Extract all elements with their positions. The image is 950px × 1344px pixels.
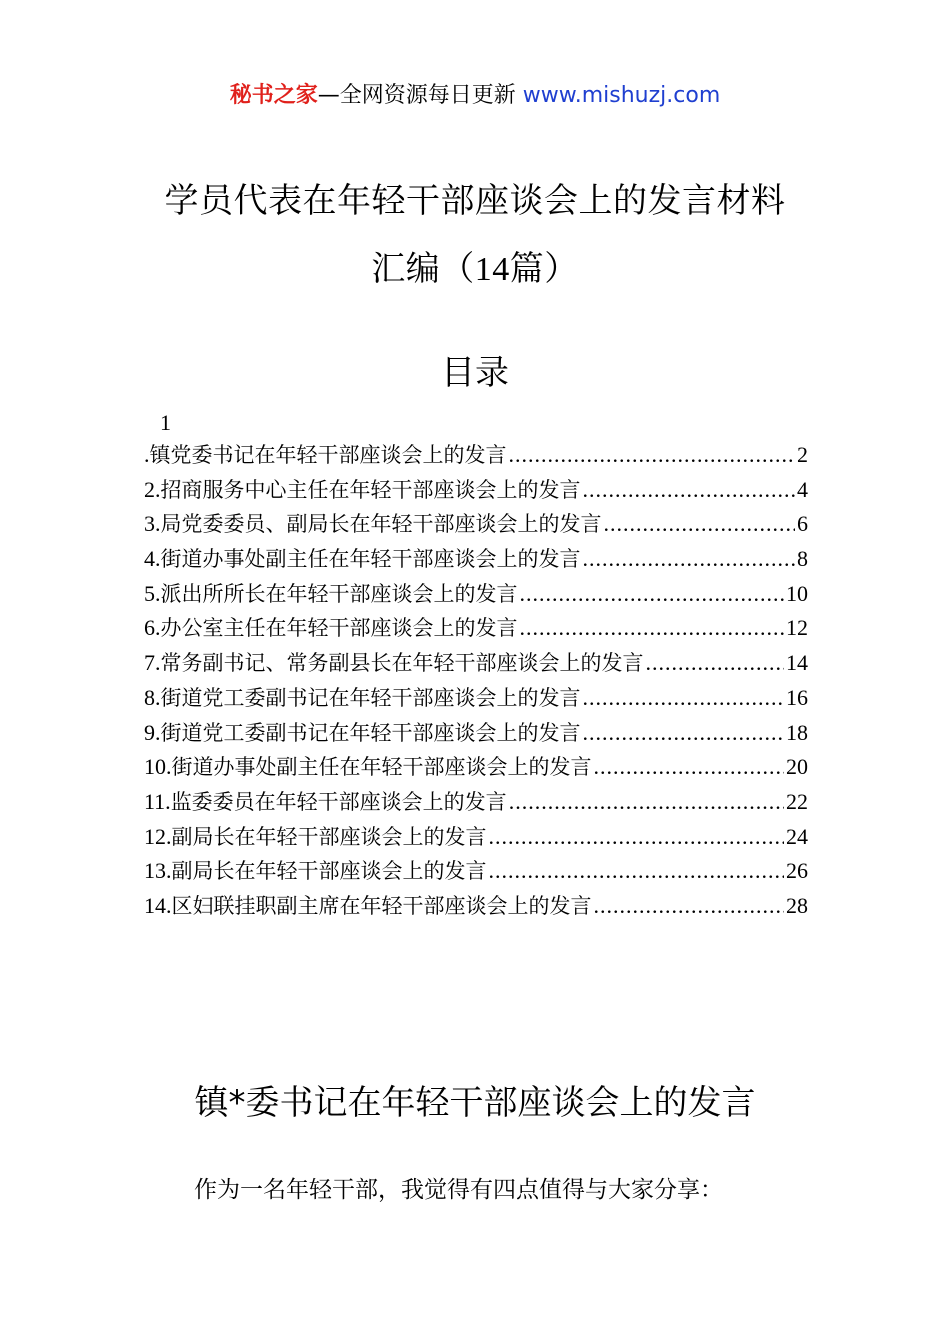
toc-entry-text: 街道党工委副书记在年轻干部座谈会上的发言 (160, 685, 581, 710)
toc-first-number: 1 (160, 410, 171, 435)
toc-entry[interactable] (144, 716, 808, 751)
toc-entry-text: 副局长在年轻干部座谈会上的发言 (171, 859, 487, 884)
toc-leader-dots (583, 542, 796, 577)
toc-leader-dots (509, 438, 796, 473)
toc-entry-number: 9. (144, 719, 161, 745)
toc-entry-label (144, 854, 487, 889)
toc-entry-page: 26 (786, 858, 808, 884)
toc-entry-page: 20 (786, 754, 808, 780)
toc-entry-text: 局党委委员、副局长在年轻干部座谈会上的发言 (160, 512, 602, 537)
toc-entry[interactable] (144, 438, 808, 473)
toc-entry-page: 18 (786, 719, 808, 745)
toc-entry-label (144, 473, 581, 508)
toc-entry-label (144, 438, 507, 473)
toc-entry-page: 16 (786, 684, 808, 710)
toc-entry-number: 10. (144, 754, 172, 780)
toc-entry-page: 28 (786, 892, 808, 918)
toc-entry[interactable] (144, 681, 808, 716)
toc-entry-label (144, 507, 602, 542)
toc-leader-dots (583, 473, 796, 508)
document-title-line-1: 学员代表在年轻干部座谈会上的发言材料 (164, 181, 786, 221)
title-count: 14 (474, 251, 510, 288)
toc-entry-page: 10 (786, 580, 808, 606)
toc-entry-number: 12. (144, 823, 172, 849)
toc-entry-text: 办公室主任在年轻干部座谈会上的发言 (160, 616, 518, 641)
toc-entry-text: 派出所所长在年轻干部座谈会上的发言 (160, 581, 518, 606)
toc-entry-page: 6 (797, 511, 808, 537)
section-title: 镇*委书记在年轻干部座谈会上的发言 (194, 1083, 756, 1123)
toc-entry-number: . (144, 442, 150, 467)
toc-leader-dots (489, 854, 785, 889)
toc-entry[interactable] (144, 611, 808, 646)
toc-entry-label (144, 716, 581, 751)
toc-entry-page: 4 (797, 476, 808, 502)
toc-entry-label (144, 542, 581, 577)
title-suffix: 篇） (509, 249, 579, 289)
toc-entry[interactable] (144, 785, 808, 820)
toc-leader-dots (594, 889, 785, 924)
toc-entry-page: 2 (797, 442, 808, 467)
site-banner (0, 80, 950, 112)
toc-entry[interactable] (144, 820, 808, 855)
toc-entry-label (144, 785, 507, 820)
toc-entry-number: 4. (144, 546, 161, 572)
toc-entry-number: 2. (144, 476, 161, 502)
toc-entry-label (144, 750, 592, 785)
toc-entry-text: 监委委员在年轻干部座谈会上的发言 (170, 789, 507, 814)
toc-entry-page: 24 (786, 823, 808, 849)
toc-entry[interactable] (144, 473, 808, 508)
toc-entry-label (144, 681, 581, 716)
toc-entry[interactable] (144, 646, 808, 681)
toc-entry-label (144, 646, 644, 681)
toc-entry[interactable] (144, 750, 808, 785)
toc-entry-text: 招商服务中心主任在年轻干部座谈会上的发言 (160, 477, 581, 502)
toc-entry-label (144, 889, 592, 924)
toc-entry-text: 常务副书记、常务副县长在年轻干部座谈会上的发言 (160, 651, 644, 676)
toc-heading: 目录 (441, 353, 509, 393)
toc-entry[interactable] (144, 542, 808, 577)
toc-leader-dots (520, 611, 785, 646)
toc-entry-text: 副局长在年轻干部座谈会上的发言 (171, 824, 487, 849)
toc-leader-dots (520, 577, 785, 612)
toc-entry-text: 区妇联挂职副主席在年轻干部座谈会上的发言 (171, 893, 592, 918)
toc-entry[interactable] (144, 889, 808, 924)
toc-entry-label (144, 820, 487, 855)
toc-leader-dots (489, 820, 785, 855)
table-of-contents (144, 408, 808, 924)
toc-entry-number: 7. (144, 650, 161, 676)
banner-tagline: —全网资源每日更新 (317, 83, 523, 108)
document-title-line-2 (0, 246, 950, 293)
banner-url-link[interactable]: www.mishuzj.com (522, 83, 721, 108)
toc-entry-text: 街道办事处副主任在年轻干部座谈会上的发言 (160, 547, 581, 572)
toc-entry-label (144, 577, 518, 612)
toc-entry[interactable] (144, 507, 808, 542)
toc-entry[interactable] (144, 854, 808, 889)
toc-entry-number: 3. (144, 511, 161, 537)
toc-entry-label (144, 611, 518, 646)
title-prefix: 汇编（ (371, 249, 475, 289)
toc-entry-text: 街道办事处副主任在年轻干部座谈会上的发言 (171, 755, 592, 780)
toc-leader-dots (646, 646, 785, 681)
body-paragraph: 作为一名年轻干部，我觉得有四点值得与大家分享： (194, 1177, 723, 1203)
toc-leader-dots (509, 785, 784, 820)
toc-entry-number: 14. (144, 892, 172, 918)
toc-entry-page: 8 (797, 546, 808, 572)
toc-leader-dots (604, 507, 796, 542)
toc-entry-text: 镇党委书记在年轻干部座谈会上的发言 (149, 443, 507, 467)
toc-entry-page: 22 (786, 788, 808, 814)
toc-leader-dots (583, 681, 785, 716)
toc-entry-number: 5. (144, 580, 161, 606)
toc-entry-page: 14 (786, 650, 808, 676)
toc-leader-dots (583, 716, 785, 751)
toc-entry-number: 13. (144, 858, 172, 884)
toc-entry-number: 6. (144, 615, 161, 641)
toc-entry-text: 街道党工委副书记在年轻干部座谈会上的发言 (160, 720, 581, 745)
banner-brand: 秘书之家 (229, 83, 318, 108)
toc-leader-dots (594, 750, 785, 785)
toc-entry-page: 12 (786, 615, 808, 641)
toc-entry-number: 8. (144, 684, 161, 710)
toc-entry-number: 11. (144, 788, 171, 814)
toc-entry[interactable] (144, 577, 808, 612)
